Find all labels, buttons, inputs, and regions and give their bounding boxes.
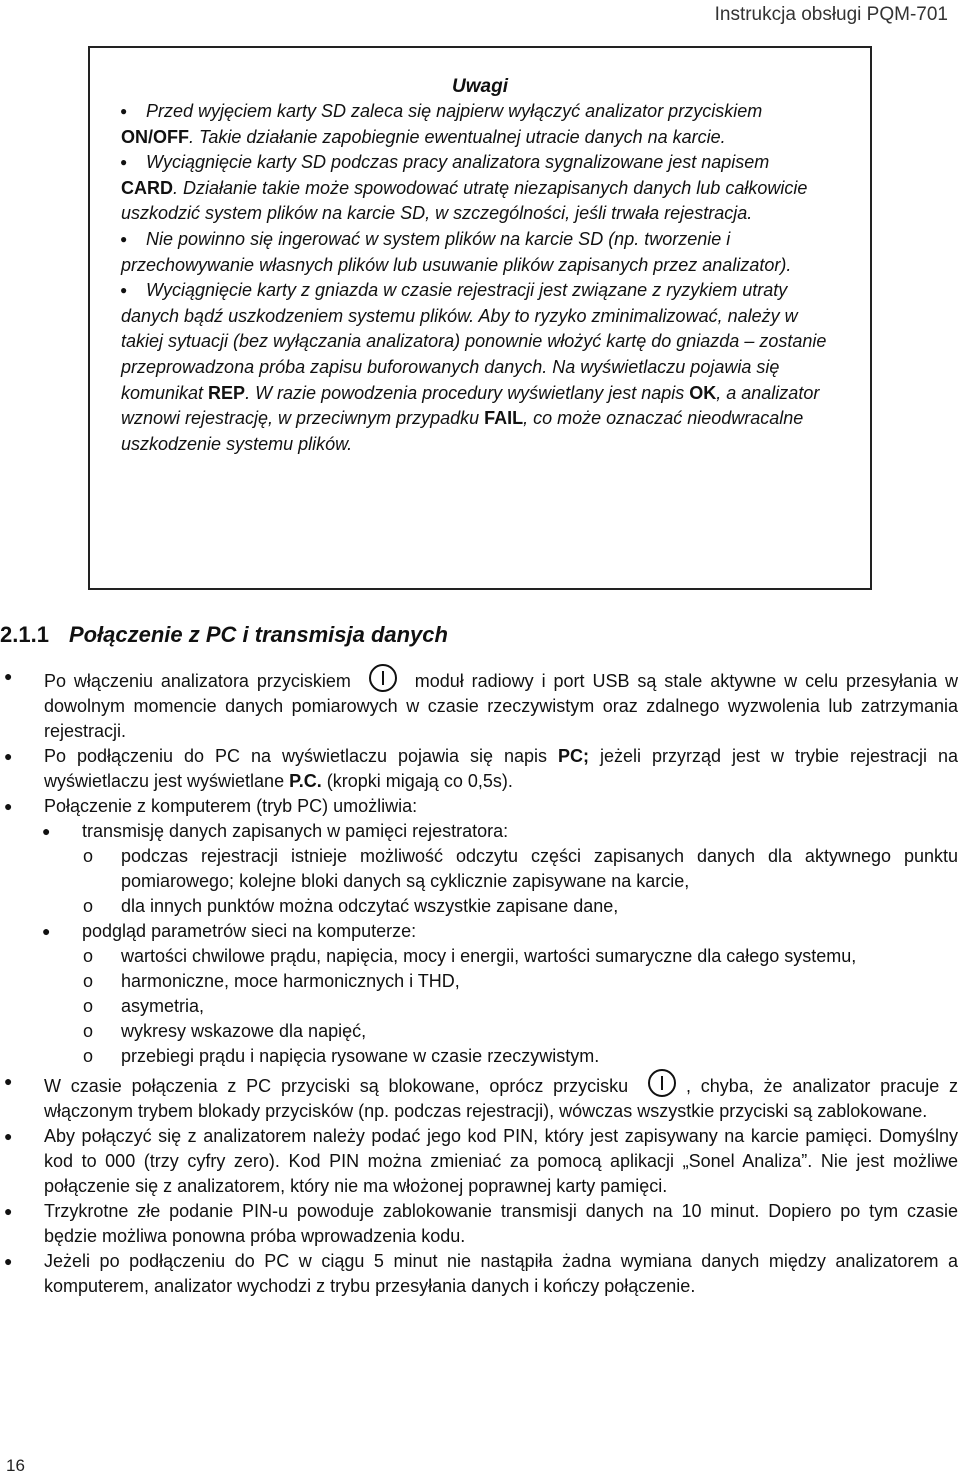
bullet-icon: ● (4, 798, 13, 814)
list-item-text: Po podłączeniu do PC na wyświetlaczu pojawia się napis PC; jeżeli przyrząd jest w trybie rejestracji na wyświetlaczu jest wyświetlane P.C. (kropki migają co 0,5s). (44, 746, 958, 791)
list-item-text: wykresy wskazowe dla napięć, (121, 1021, 367, 1041)
nested-list-item (83, 1044, 958, 1069)
list-item (4, 1249, 958, 1299)
circle-marker-icon: o (83, 1021, 94, 1041)
list-item-text: przebiegi prądu i napięcia rysowane w czasie rzeczywistym. (121, 1046, 600, 1066)
notes-list (90, 99, 870, 457)
list-item-text: W czasie połączenia z PC przyciski są blokowane, oprócz przycisku , chyba, że analizator pracuje z włączonym trybem blokady przycisków (np. podczas rejestracji), wówczas wszystkie przyciski są zablokowane. (44, 1076, 958, 1121)
note-text: Wyciągnięcie karty SD podczas pracy analizatora sygnalizowane jest napisem CARD. Działanie takie może spowodować utratę niezapisanych danych lub całkowicie uszkodzić system plików na karcie SD, w szczególności, jeśli trwała rejestracja. (121, 152, 808, 224)
list-item (4, 794, 958, 819)
section-title: Połączenie z PC i transmisja danych (68, 622, 448, 647)
bullet-icon: ● (4, 1253, 13, 1269)
list-item-text: dla innych punktów można odczytać wszystkie zapisane dane, (121, 896, 619, 916)
circle-marker-icon: o (83, 971, 94, 991)
power-button-icon (369, 664, 397, 692)
list-item (4, 744, 958, 794)
circle-marker-icon: o (83, 946, 94, 966)
section-number: 2.1.1 (0, 622, 49, 647)
section-heading (0, 622, 448, 648)
list-item (4, 1199, 958, 1249)
list-item-text: asymetria, (121, 996, 205, 1016)
bold-term: REP (208, 382, 246, 403)
bullet-icon: ● (4, 748, 13, 764)
note-text: Nie powinno się ingerować w system plików na karcie SD (np. tworzenie i przechowywanie własnych plików lub usuwanie plików zapisanych przez analizator). (121, 228, 792, 275)
list-item-text: Trzykrotne złe podanie PIN-u powoduje zablokowanie transmisji danych na 10 minut. Dopiero po tym czasie będzie możliwa ponowna próba wprowadzenia kodu. (44, 1201, 958, 1246)
bullet-icon: ● (120, 104, 128, 118)
list-item-text: podgląd parametrów sieci na komputerze: (82, 921, 417, 941)
bullet-icon: ● (4, 1203, 13, 1219)
nested-list-item (83, 894, 958, 919)
list-item (4, 1124, 958, 1199)
nested-list-item (83, 994, 958, 1019)
bullet-icon: ● (4, 1128, 13, 1144)
notes-heading: Uwagi (452, 76, 508, 97)
list-item-text: wartości chwilowe prądu, napięcia, mocy i energii, wartości sumaryczne dla całego systemu, (121, 946, 857, 966)
bold-term: CARD (121, 177, 173, 198)
list-item-text: Połączenie z komputerem (tryb PC) umożliwia: (44, 796, 418, 816)
bullet-icon: ● (42, 923, 51, 939)
section-content (0, 664, 958, 1299)
list-item (4, 1069, 958, 1124)
note-text: Wyciągnięcie karty z gniazda w czasie rejestracji jest związane z ryzykiem utraty danych bądź uszkodzeniem systemu plików. Aby to ryzyko zminimalizować, należy w takiej sytuacji (bez wyłączania analizatora) ponownie włożyć kartę do gniazda – zostanie przeprowadzona próba zapisu buforowanych danych. Na wyświetlaczu pojawia się komunikat REP. W razie powodzenia procedury wyświetlany jest napis OK, a analizator wznowi rejestrację, w przeciwnym przypadku FAIL, co może oznaczać nieodwracalne uszkodzenie systemu plików. (121, 280, 827, 454)
bullet-icon: ● (120, 283, 128, 298)
bold-term: OK (689, 382, 717, 403)
sub-list-item (42, 819, 958, 844)
note-item (121, 227, 830, 278)
bullet-icon: ● (4, 668, 13, 684)
bullet-icon: ● (4, 1073, 13, 1089)
list-item-text: Jeżeli po podłączeniu do PC w ciągu 5 minut nie nastąpiła żadna wymiana danych między analizatorem a komputerem, analizator wychodzi z trybu przesyłania danych i kończy połączenie. (44, 1251, 958, 1296)
bullet-icon: ● (120, 155, 128, 170)
page-number: 16 (6, 1456, 25, 1475)
nested-list-item (83, 844, 958, 894)
list-item (4, 664, 958, 744)
notes-box (88, 46, 872, 590)
nested-list-item (83, 944, 958, 969)
list-item-text: Aby połączyć się z analizatorem należy podać jego kod PIN, który jest zapisywany na karcie pamięci. Domyślny kod to 000 (trzy cyfry zero). Kod PIN można zmieniać za pomocą aplikacji „Sonel Analiza”. Nie jest możliwe połączenie się z analizatorem, który nie ma włożonej poprawnej karty pamięci. (44, 1126, 958, 1196)
sub-list-item (42, 919, 958, 944)
bullet-icon: ● (42, 823, 51, 839)
circle-marker-icon: o (83, 896, 94, 916)
bold-term: ON/OFF (121, 126, 189, 147)
bold-term: FAIL (484, 408, 524, 429)
nested-list-item (83, 1019, 958, 1044)
note-item (121, 150, 830, 227)
circle-marker-icon: o (83, 846, 94, 866)
bold-term: P.C. (289, 771, 322, 791)
list-item-text: harmoniczne, moce harmonicznych i THD, (121, 971, 460, 991)
note-text: Przed wyjęciem karty SD zaleca się najpierw wyłączyć analizator przyciskiem ON/OFF. Takie działanie zapobiegnie ewentualnej utracie danych na karcie. (121, 101, 763, 147)
bullet-icon: ● (120, 231, 128, 246)
circle-marker-icon: o (83, 1046, 94, 1066)
circle-marker-icon: o (83, 996, 94, 1016)
nested-list-item (83, 969, 958, 994)
note-item (121, 99, 830, 150)
note-item (121, 278, 830, 457)
list-item-text: Po włączeniu analizatora przyciskiem moduł radiowy i port USB są stale aktywne w celu przesyłania w dowolnym momencie danych pomiarowych w czasie rzeczywistym oraz zdalnego wyzwolenia lub zatrzymania rejestracji. (44, 671, 958, 741)
list-item-text: podczas rejestracji istnieje możliwość odczytu części zapisanych danych dla aktywnego punktu pomiarowego; kolejne bloki danych są cyklicznie zapisywane na karcie, (121, 846, 958, 891)
list-item-text: transmisję danych zapisanych w pamięci rejestratora: (82, 821, 509, 841)
power-button-icon (648, 1069, 676, 1097)
bold-term: PC; (558, 746, 590, 766)
page-header-title: Instrukcja obsługi PQM-701 (714, 4, 948, 25)
